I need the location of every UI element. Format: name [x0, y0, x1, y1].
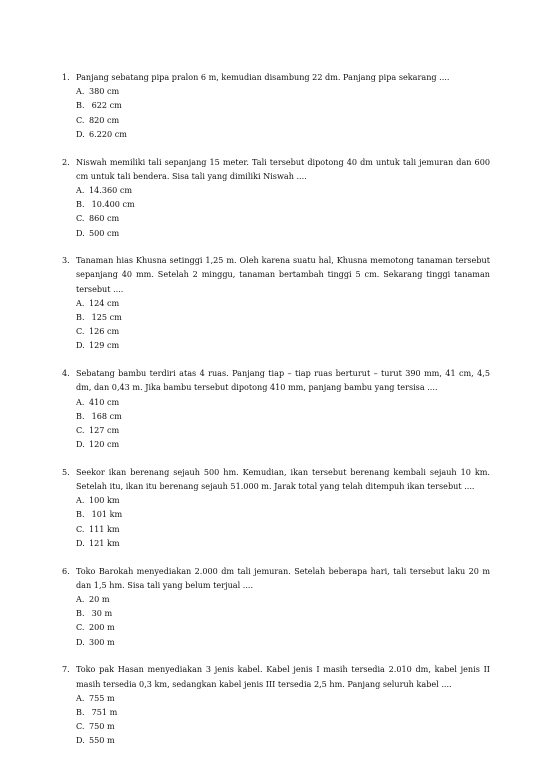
option-b [76, 606, 490, 620]
option-letter: B. [76, 312, 85, 323]
option-d [76, 226, 490, 240]
option-c [76, 324, 490, 338]
option-text: 380 cm [89, 86, 120, 97]
option-c [76, 719, 490, 733]
option-text: 14.360 cm [89, 184, 133, 195]
option-text: 124 cm [89, 297, 120, 308]
option-text: 10.400 cm [89, 199, 135, 210]
option-text: 168 cm [89, 410, 122, 421]
option-letter: A. [76, 594, 85, 604]
option-d [76, 635, 490, 649]
option-d [76, 338, 490, 352]
question-number: 1. [62, 72, 70, 82]
question-number: 3. [62, 255, 70, 266]
option-letter: C. [76, 721, 85, 732]
option-list [62, 183, 490, 240]
option-text: 820 cm [89, 114, 120, 125]
option-text: 410 cm [89, 396, 120, 407]
option-text: 751 m [89, 706, 118, 717]
option-a [76, 691, 490, 705]
option-text: 127 cm [89, 424, 120, 435]
option-a [76, 493, 490, 507]
option-letter: C. [76, 326, 85, 337]
option-b [76, 98, 490, 112]
option-letter: A. [76, 86, 85, 97]
option-letter: D. [76, 340, 85, 351]
question-3 [62, 253, 490, 352]
option-letter: A. [76, 495, 85, 506]
option-text: 101 km [89, 509, 123, 520]
question-number: 6. [62, 565, 70, 576]
question-7 [62, 662, 490, 747]
option-a [76, 592, 490, 606]
option-b [76, 705, 490, 719]
option-letter: C. [76, 523, 85, 534]
option-c [76, 522, 490, 536]
option-letter: B. [76, 100, 85, 111]
question-1 [62, 70, 490, 141]
option-letter: D. [76, 128, 85, 139]
option-text: 622 cm [89, 100, 122, 111]
option-letter: A. [76, 396, 85, 407]
option-text: 300 m [89, 636, 115, 647]
option-a [76, 296, 490, 310]
option-text: 500 cm [89, 227, 120, 238]
option-letter: D. [76, 537, 85, 548]
option-text: 6.220 cm [89, 128, 127, 139]
option-text: 100 km [89, 495, 120, 506]
option-c [76, 620, 490, 634]
option-b [76, 310, 490, 324]
question-text: Toko pak Hasan menyediakan 3 jenis kabel. Kabel jenis I masih tersedia 2.010 dm, kabel jenis II masih tersedia 0,3 km, sedangkan kabel jenis III tersedia 2,5 hm. Panjang seluruh kabel .... [76, 664, 490, 689]
option-d [76, 733, 490, 747]
option-b [76, 409, 490, 423]
option-list [62, 592, 490, 649]
option-d [76, 536, 490, 550]
option-text: 200 m [89, 622, 115, 633]
option-b [76, 507, 490, 521]
option-letter: A. [76, 692, 85, 703]
option-list [62, 296, 490, 353]
option-letter: D. [76, 439, 85, 450]
option-d [76, 127, 490, 141]
option-letter: A. [76, 184, 85, 195]
option-text: 860 cm [89, 213, 120, 224]
option-list [62, 493, 490, 550]
option-text: 550 m [89, 735, 115, 746]
question-text: Seekor ikan berenang sejauh 500 hm. Kemudian, ikan tersebut berenang kembali sejauh 10 km. Setelah itu, ikan itu berenang sejauh 51.000 m. Jarak total yang telah ditempuh ikan tersebut .... [76, 466, 490, 492]
question-6 [62, 564, 490, 649]
option-a [76, 395, 490, 409]
question-text: Tanaman hias Khusna setinggi 1,25 m. Oleh karena suatu hal, Khusna memotong tanaman tersebut sepanjang 40 mm. Setelah 2 minggu, tanaman bertambah tinggi 5 cm. Sekarang tinggi tanaman tersebut .... [76, 255, 490, 294]
option-letter: B. [76, 706, 85, 717]
option-text: 755 m [89, 692, 115, 703]
option-text: 125 cm [89, 312, 122, 323]
question-4 [62, 366, 490, 451]
option-text: 120 cm [89, 439, 120, 450]
option-letter: D. [76, 636, 85, 647]
question-number: 2. [62, 156, 70, 167]
question-text: Toko Barokah menyediakan 2.000 dm tali jemuran. Setelah beberapa hari, tali tersebut laku 20 m dan 1,5 hm. Sisa tali yang belum terjual .... [76, 565, 490, 590]
question-text: Niswah memiliki tali sepanjang 15 meter. Tali tersebut dipotong 40 dm untuk tali jemuran dan 600 cm untuk tali bendera. Sisa tali yang dimiliki Niswah .... [76, 156, 490, 181]
option-letter: B. [76, 199, 85, 210]
option-a [76, 84, 490, 98]
option-text: 129 cm [89, 340, 120, 351]
option-c [76, 423, 490, 437]
option-letter: D. [76, 735, 85, 746]
question-number: 5. [62, 466, 70, 477]
question-text: Sebatang bambu terdiri atas 4 ruas. Panjang tiap – tiap ruas berturut – turut 390 mm, 41 cm, 4,5 dm, dan 0,43 m. Jika bambu tersebut dipotong 410 mm, panjang bambu yang tersisa .... [76, 368, 490, 393]
option-letter: C. [76, 622, 85, 633]
question-number: 7. [62, 664, 70, 675]
option-list [62, 691, 490, 748]
option-d [76, 437, 490, 451]
option-text: 121 km [89, 537, 120, 548]
question-number: 4. [62, 368, 70, 379]
question-5 [62, 465, 490, 550]
option-list [62, 395, 490, 452]
question-2 [62, 155, 490, 240]
option-letter: A. [76, 297, 85, 308]
question-text: Panjang sebatang pipa pralon 6 m, kemudian disambung 22 dm. Panjang pipa sekarang .... [76, 72, 450, 82]
option-letter: D. [76, 227, 85, 238]
option-text: 20 m [89, 594, 110, 604]
option-letter: C. [76, 213, 85, 224]
option-c [76, 211, 490, 225]
option-c [76, 113, 490, 127]
option-letter: B. [76, 410, 85, 421]
option-text: 126 cm [89, 326, 120, 337]
option-letter: C. [76, 424, 85, 435]
option-text: 30 m [89, 608, 113, 619]
option-b [76, 197, 490, 211]
option-letter: C. [76, 114, 85, 125]
option-letter: B. [76, 608, 85, 619]
option-list [62, 84, 490, 141]
option-text: 750 m [89, 721, 115, 732]
option-text: 111 km [89, 523, 120, 534]
option-a [76, 183, 490, 197]
option-letter: B. [76, 509, 85, 520]
question-list [62, 70, 490, 761]
